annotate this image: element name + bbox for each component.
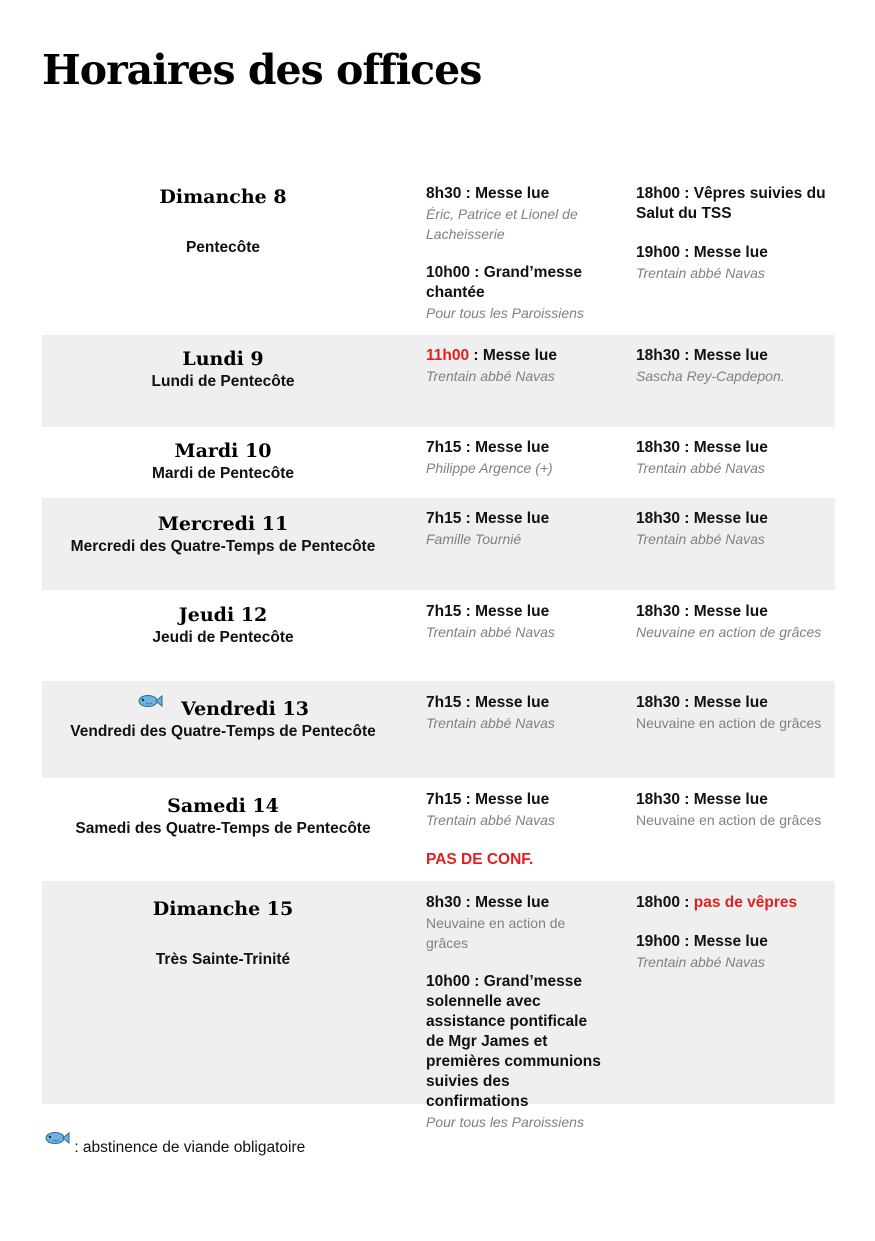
day-name: Dimanche 8 (159, 186, 287, 208)
service-label: 10h00 : Grand’messe solennelle avec assistance pontificale de Mgr James et premières communions suivies des confirmations (426, 973, 601, 1110)
morning-cell (404, 498, 614, 590)
table-row (42, 335, 835, 427)
service-label: 8h30 : Messe lue (426, 894, 550, 911)
service-label: 19h00 : Messe lue (636, 933, 768, 950)
day-name: Dimanche 15 (152, 898, 294, 920)
service-label: 18h30 : Messe lue (636, 694, 768, 711)
service-time-red: 11h00 (426, 347, 470, 364)
intention-note: Trentain abbé Navas (426, 715, 555, 731)
intention-note: Trentain abbé Navas (636, 954, 765, 970)
service-label: 18h30 : Messe lue (636, 439, 768, 456)
morning-cell (404, 778, 614, 881)
day-name: Mercredi 11 (157, 513, 289, 535)
service-label: 18h30 : Messe lue (636, 510, 768, 527)
intention-note: Neuvaine en action de grâces (636, 715, 822, 731)
service-entry (636, 346, 831, 386)
no-vespers-label: pas de vêpres (693, 894, 798, 911)
service-label: 7h15 : Messe lue (426, 603, 550, 620)
service-rest: : Messe lue (469, 347, 557, 364)
intention-note: Neuvaine en action de grâces (636, 624, 822, 640)
service-label: 18h00 : Vêpres suivies du Salut du TSS (636, 185, 826, 222)
feast-name: Lundi de Pentecôte (151, 373, 295, 390)
feast-name: Vendredi des Quatre-Temps de Pentecôte (70, 723, 376, 740)
service-label: 19h00 : Messe lue (636, 244, 768, 261)
day-name: Samedi 14 (167, 795, 279, 817)
intention-note: Pour tous les Paroissiens (426, 1114, 584, 1130)
day-cell (42, 498, 404, 590)
evening-cell (614, 778, 835, 881)
evening-cell (614, 590, 835, 681)
feast-name: Samedi des Quatre-Temps de Pentecôte (75, 820, 371, 837)
day-name: Mardi 10 (174, 440, 272, 462)
feast-name: Pentecôte (185, 239, 261, 256)
legend (44, 1138, 305, 1157)
service-label: 7h15 : Messe lue (426, 694, 550, 711)
day-cell (42, 590, 404, 681)
evening-cell (614, 498, 835, 590)
service-label: 7h15 : Messe lue (426, 510, 550, 527)
day-cell (42, 176, 404, 335)
day-name (42, 693, 404, 721)
feast-name: Très Sainte-Trinité (155, 951, 291, 968)
intention-note: Famille Tournié (426, 531, 522, 547)
service-entry (636, 932, 831, 972)
feast-name: Mercredi des Quatre-Temps de Pentecôte (70, 538, 376, 555)
table-row (42, 881, 835, 1130)
service-label: 18h30 : Messe lue (636, 347, 768, 364)
evening-cell (614, 681, 835, 778)
morning-cell (404, 590, 614, 681)
day-name: Lundi 9 (182, 348, 264, 370)
fish-icon (44, 1130, 70, 1146)
intention-note: Sascha Rey-Capdepon. (636, 368, 785, 384)
service-entry (426, 346, 608, 386)
intention-note: Neuvaine en action de grâces (636, 812, 822, 828)
day-name-text: Vendredi 13 (181, 698, 309, 720)
intention-note: Trentain abbé Navas (426, 368, 555, 384)
feast-name: Jeudi de Pentecôte (152, 629, 294, 646)
intention-note: Pour tous les Paroissiens (426, 305, 584, 321)
day-name: Jeudi 12 (178, 604, 268, 626)
morning-cell (404, 681, 614, 778)
table-row (42, 427, 835, 498)
evening-cell (614, 176, 835, 335)
service-entry (636, 243, 831, 283)
morning-cell (404, 335, 614, 427)
day-cell (42, 427, 404, 498)
day-cell (42, 881, 404, 1104)
service-label (426, 346, 608, 366)
day-cell (42, 681, 404, 778)
service-entry (426, 893, 608, 953)
evening-cell (614, 427, 835, 498)
day-cell (42, 778, 404, 881)
day-cell (42, 335, 404, 427)
table-row (42, 778, 835, 881)
intention-note: Trentain abbé Navas (426, 624, 555, 640)
schedule-table (42, 176, 835, 1130)
feast-name: Mardi de Pentecôte (151, 465, 295, 482)
service-label: 10h00 : Grand’messe chantée (426, 264, 582, 301)
service-entry (636, 893, 831, 913)
intention-note: Trentain abbé Navas (636, 460, 765, 476)
service-label: 8h30 : Messe lue (426, 185, 550, 202)
intention-note: Trentain abbé Navas (426, 812, 555, 828)
service-label: 18h30 : Messe lue (636, 791, 768, 808)
service-label: 7h15 : Messe lue (426, 439, 550, 456)
evening-cell (614, 881, 835, 1104)
intention-note: Éric, Patrice et Lionel de Lacheisserie (426, 206, 578, 242)
service-entry (426, 263, 608, 323)
page-title: Horaires des offices (42, 46, 482, 94)
table-row (42, 176, 835, 335)
intention-note: Neuvaine en action de grâces (426, 915, 566, 951)
service-prefix: 18h00 : (636, 894, 694, 911)
fish-icon (137, 693, 163, 709)
service-label: 7h15 : Messe lue (426, 791, 550, 808)
morning-cell (404, 427, 614, 498)
legend-text: : abstinence de viande obligatoire (74, 1139, 306, 1156)
service-label: 18h30 : Messe lue (636, 603, 768, 620)
table-row (42, 681, 835, 778)
table-row (42, 498, 835, 590)
intention-note: Trentain abbé Navas (636, 265, 765, 281)
service-label (636, 893, 831, 913)
intention-note: Philippe Argence (+) (426, 460, 553, 476)
no-confession-alert: PAS DE CONF. (426, 851, 534, 868)
morning-cell (404, 176, 614, 335)
service-entry (636, 184, 831, 224)
service-entry (426, 972, 608, 1132)
intention-note: Trentain abbé Navas (636, 531, 765, 547)
evening-cell (614, 335, 835, 427)
table-row (42, 590, 835, 681)
service-entry (426, 184, 608, 244)
morning-cell (404, 881, 614, 1130)
